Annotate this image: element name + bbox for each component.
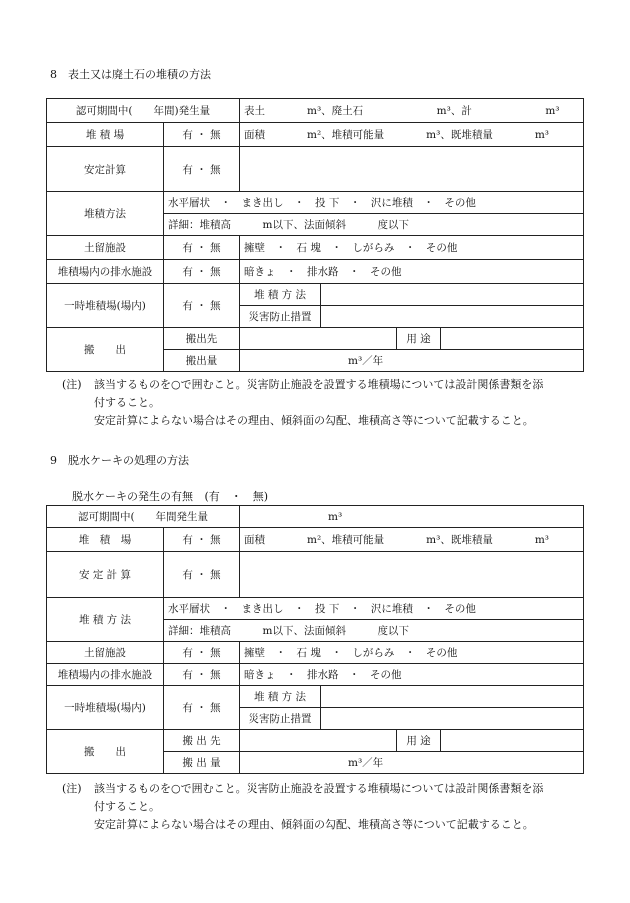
- note-line: 付すること。: [94, 800, 160, 813]
- carry-out-label: 搬 出: [47, 730, 164, 774]
- note-mark: (注): [62, 782, 82, 795]
- section-8-table: [46, 98, 584, 372]
- generation-label: 認可期間中( 年間発生量: [47, 506, 240, 528]
- carry-out-label: 搬 出: [47, 328, 164, 372]
- table-row: [47, 99, 584, 123]
- temp-yard-yes-no[interactable]: 有 ・ 無: [164, 284, 240, 328]
- cake-presence-label: 脱水ケーキの発生の有無: [72, 490, 193, 503]
- table-row: [47, 598, 584, 620]
- section-8-title: 8 表土又は廃土石の堆積の方法: [50, 68, 211, 81]
- generation-label: 認可期間中( 年間)発生量: [47, 99, 240, 123]
- drainage-label: 堆積場内の排水施設: [47, 664, 164, 686]
- carry-dest-label: 搬出先: [164, 328, 240, 350]
- method-options[interactable]: 水平層状 ・ まき出し ・ 投 下 ・ 沢に堆積 ・ その他: [164, 598, 584, 620]
- retaining-label: 土留施設: [47, 236, 164, 260]
- table-row: [47, 686, 584, 708]
- drainage-yes-no[interactable]: 有 ・ 無: [164, 664, 240, 686]
- temp-yard-yes-no[interactable]: 有 ・ 無: [164, 686, 240, 730]
- retaining-yes-no[interactable]: 有 ・ 無: [164, 236, 240, 260]
- method-detail[interactable]: 詳細：堆積高 m以下、法面傾斜 度以下: [164, 620, 584, 642]
- table-row: [47, 664, 584, 686]
- carry-use-field[interactable]: [441, 730, 584, 752]
- section-8-note: [62, 376, 582, 430]
- note-mark: (注): [62, 378, 82, 391]
- carry-amount-label: 搬 出 量: [164, 752, 240, 774]
- temp-yard-label: 一時堆積場(場内): [47, 284, 164, 328]
- carry-amount-field[interactable]: m³／年: [240, 350, 584, 372]
- drainage-yes-no[interactable]: 有 ・ 無: [164, 260, 240, 284]
- temp-method-field[interactable]: [321, 284, 584, 306]
- yard-label: 堆 積 場: [47, 123, 164, 147]
- temp-prevent-field[interactable]: [321, 306, 584, 328]
- temp-yard-label: 一時堆積場(場内): [47, 686, 164, 730]
- yard-label: 堆 積 場: [47, 528, 164, 552]
- carry-amount-field[interactable]: m³／年: [240, 752, 584, 774]
- stability-yes-no[interactable]: 有 ・ 無: [164, 552, 240, 598]
- method-label: 堆積方法: [47, 192, 164, 236]
- drainage-options[interactable]: 暗きょ ・ 排水路 ・ その他: [240, 664, 584, 686]
- generation-field[interactable]: m³: [240, 506, 584, 528]
- carry-use-label: 用 途: [397, 328, 441, 350]
- table-row: [47, 284, 584, 306]
- carry-use-field[interactable]: [441, 328, 584, 350]
- drainage-label: 堆積場内の排水施設: [47, 260, 164, 284]
- table-row: [47, 730, 584, 752]
- yard-yes-no[interactable]: 有 ・ 無: [164, 123, 240, 147]
- note-line: 付すること。: [94, 396, 160, 409]
- cake-presence-options[interactable]: (有 ・ 無): [204, 490, 269, 503]
- temp-prevent-label: 災害防止措置: [240, 708, 321, 730]
- carry-dest-field[interactable]: [240, 328, 397, 350]
- temp-method-label: 堆 積 方 法: [240, 686, 321, 708]
- method-options[interactable]: 水平層状 ・ まき出し ・ 投 下 ・ 沢に堆積 ・ その他: [164, 192, 584, 214]
- temp-method-field[interactable]: [321, 686, 584, 708]
- note-line: 安定計算によらない場合はその理由、傾斜面の勾配、堆積高さ等について記載すること。: [94, 818, 534, 831]
- section-9-title: 9 脱水ケーキの処理の方法: [50, 454, 189, 467]
- carry-dest-field[interactable]: [240, 730, 397, 752]
- yard-yes-no[interactable]: 有 ・ 無: [164, 528, 240, 552]
- retaining-yes-no[interactable]: 有 ・ 無: [164, 642, 240, 664]
- stability-field[interactable]: [240, 552, 584, 598]
- stability-field[interactable]: [240, 147, 584, 192]
- yard-field[interactable]: 面積 m²、堆積可能量 m³、既堆積量 m³: [240, 528, 584, 552]
- carry-use-label: 用 途: [397, 730, 441, 752]
- temp-method-label: 堆 積 方 法: [240, 284, 321, 306]
- section-9-table: [46, 505, 584, 774]
- carry-amount-label: 搬出量: [164, 350, 240, 372]
- cake-presence: [72, 488, 268, 504]
- table-row: [47, 528, 584, 552]
- generation-field[interactable]: 表土 m³、廃土石 m³、計 m³: [240, 99, 584, 123]
- stability-yes-no[interactable]: 有 ・ 無: [164, 147, 240, 192]
- section-9-note: [62, 780, 582, 834]
- table-row: [47, 123, 584, 147]
- temp-prevent-field[interactable]: [321, 708, 584, 730]
- table-row: [47, 260, 584, 284]
- note-line: 該当するものを○で囲むこと。災害防止施設を設置する堆積場については設計関係書類を添: [94, 782, 544, 795]
- table-row: [47, 552, 584, 598]
- retaining-options[interactable]: 擁壁 ・ 石 塊 ・ しがらみ ・ その他: [240, 236, 584, 260]
- stability-label: 安 定 計 算: [47, 552, 164, 598]
- table-row: [47, 147, 584, 192]
- retaining-options[interactable]: 擁壁 ・ 石 塊 ・ しがらみ ・ その他: [240, 642, 584, 664]
- retaining-label: 土留施設: [47, 642, 164, 664]
- method-detail[interactable]: 詳細：堆積高 m以下、法面傾斜 度以下: [164, 214, 584, 236]
- stability-label: 安定計算: [47, 147, 164, 192]
- note-line: 該当するものを○で囲むこと。災害防止施設を設置する堆積場については設計関係書類を添: [94, 378, 544, 391]
- table-row: [47, 328, 584, 350]
- drainage-options[interactable]: 暗きょ ・ 排水路 ・ その他: [240, 260, 584, 284]
- yard-field[interactable]: 面積 m²、堆積可能量 m³、既堆積量 m³: [240, 123, 584, 147]
- method-label: 堆 積 方 法: [47, 598, 164, 642]
- table-row: [47, 236, 584, 260]
- note-line: 安定計算によらない場合はその理由、傾斜面の勾配、堆積高さ等について記載すること。: [94, 414, 534, 427]
- carry-dest-label: 搬 出 先: [164, 730, 240, 752]
- table-row: [47, 506, 584, 528]
- table-row: [47, 192, 584, 214]
- table-row: [47, 642, 584, 664]
- temp-prevent-label: 災害防止措置: [240, 306, 321, 328]
